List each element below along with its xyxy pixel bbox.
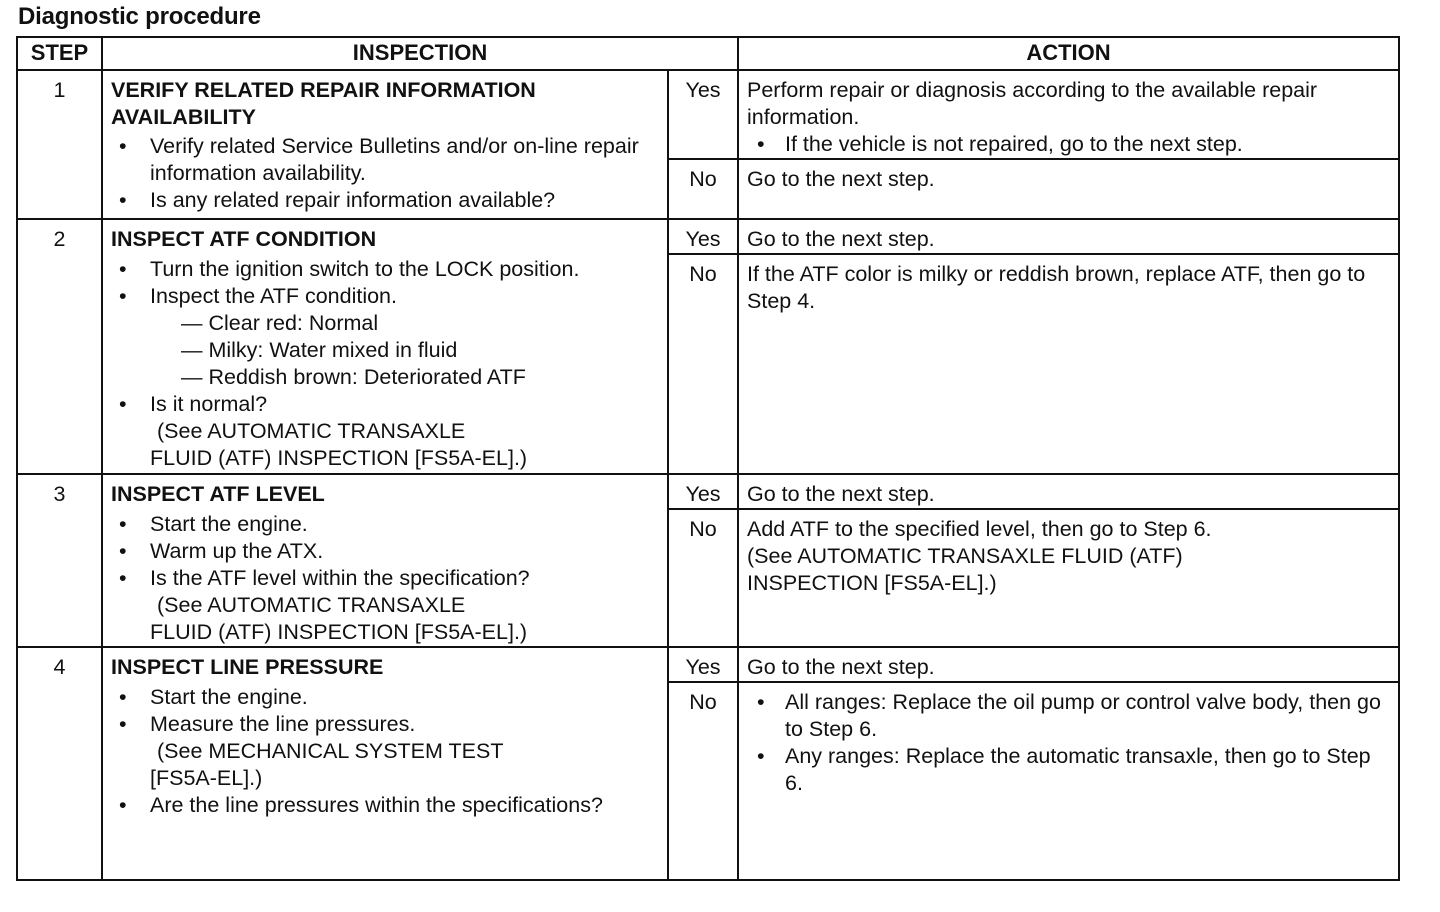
step-2-question: • Is it normal?	[111, 391, 661, 418]
step-3-no-reference: (See AUTOMATIC TRANSAXLE FLUID (ATF)	[747, 544, 1183, 568]
step-3-no-action-cell	[738, 509, 1399, 647]
step-2-inspection	[102, 219, 668, 474]
step-4-reference: [FS5A-EL].)	[150, 766, 263, 790]
step-4-number: 4	[17, 647, 102, 880]
step-2-sub-item: — Milky: Water mixed in fluid	[181, 338, 458, 362]
step-1-item: • Verify related Service Bulletins and/or on-line repair information availability.	[111, 133, 661, 187]
step-1-yes-label: Yes	[668, 70, 738, 159]
step-2-sub-item: — Clear red: Normal	[181, 311, 379, 335]
step-4-no-label: No	[668, 682, 738, 880]
step-2-yes-label: Yes	[668, 219, 738, 254]
step-3-reference: (See AUTOMATIC TRANSAXLE	[157, 593, 466, 617]
step-2-item: • Turn the ignition switch to the LOCK position.	[111, 256, 661, 283]
step-4-no-bullet: • Any ranges: Replace the automatic transaxle, then go to Step 6.	[747, 743, 1392, 797]
step-2-sub-item: — Reddish brown: Deteriorated ATF	[181, 365, 526, 389]
step-3-item: • Start the engine.	[111, 511, 661, 538]
step-2-heading: INSPECT ATF CONDITION	[111, 227, 377, 251]
step-2-yes-action: Go to the next step.	[738, 219, 1399, 254]
step-3-item: • Is the ATF level within the specification?	[111, 565, 661, 592]
step-2-reference: (See AUTOMATIC TRANSAXLE	[157, 419, 466, 443]
step-1-inspection	[102, 70, 668, 219]
step-2-number: 2	[17, 219, 102, 474]
step-3-yes-row	[17, 474, 1399, 509]
step-1-heading: VERIFY RELATED REPAIR INFORMATION AVAILABILITY	[111, 78, 536, 129]
step-3-inspection	[102, 474, 668, 647]
step-1-yes-action-cell	[738, 70, 1399, 159]
header-action: ACTION	[738, 37, 1399, 70]
step-3-heading: INSPECT ATF LEVEL	[111, 482, 325, 506]
step-1-yes-row	[17, 70, 1399, 159]
step-3-yes-label: Yes	[668, 474, 738, 509]
step-2-item: • Inspect the ATF condition.	[111, 283, 661, 310]
step-4-item: • Start the engine.	[111, 684, 661, 711]
step-1-no-label: No	[668, 159, 738, 219]
step-1-item: • Is any related repair information available?	[111, 187, 661, 214]
header-inspection: INSPECTION	[102, 37, 738, 70]
header-step: STEP	[17, 37, 102, 70]
step-4-no-action-cell	[738, 682, 1399, 880]
step-1-number: 1	[17, 70, 102, 219]
step-3-yes-action: Go to the next step.	[738, 474, 1399, 509]
step-4-no-bullet: • All ranges: Replace the oil pump or control valve body, then go to Step 6.	[747, 689, 1392, 743]
step-3-reference: FLUID (ATF) INSPECTION [FS5A-EL].)	[150, 620, 528, 644]
page-title: Diagnostic procedure	[18, 3, 261, 30]
step-4-reference: (See MECHANICAL SYSTEM TEST	[157, 739, 504, 763]
diagnostic-procedure-table	[16, 36, 1400, 881]
step-2-no-label: No	[668, 254, 738, 474]
step-3-no-action: Add ATF to the specified level, then go to Step 6.	[747, 517, 1212, 541]
step-3-no-label: No	[668, 509, 738, 647]
step-4-yes-label: Yes	[668, 647, 738, 682]
step-4-question: • Are the line pressures within the specifications?	[111, 792, 661, 819]
step-1-yes-action: Perform repair or diagnosis according to the available repair information.	[747, 78, 1318, 129]
step-2-no-action: If the ATF color is milky or reddish brown, replace ATF, then go to Step 4.	[738, 254, 1399, 474]
step-4-inspection	[102, 647, 668, 880]
step-1-no-action: Go to the next step.	[738, 159, 1399, 219]
step-3-item: • Warm up the ATX.	[111, 538, 661, 565]
header-row	[17, 37, 1399, 70]
step-2-reference: FLUID (ATF) INSPECTION [FS5A-EL].)	[150, 446, 528, 470]
step-1-yes-bullet: • If the vehicle is not repaired, go to the next step.	[747, 131, 1392, 158]
step-3-no-reference: INSPECTION [FS5A-EL].)	[747, 571, 997, 595]
step-4-heading: INSPECT LINE PRESSURE	[111, 655, 384, 679]
step-4-item: • Measure the line pressures.	[111, 711, 661, 738]
step-2-yes-row	[17, 219, 1399, 254]
step-3-number: 3	[17, 474, 102, 647]
step-4-yes-action: Go to the next step.	[738, 647, 1399, 682]
step-4-yes-row	[17, 647, 1399, 682]
